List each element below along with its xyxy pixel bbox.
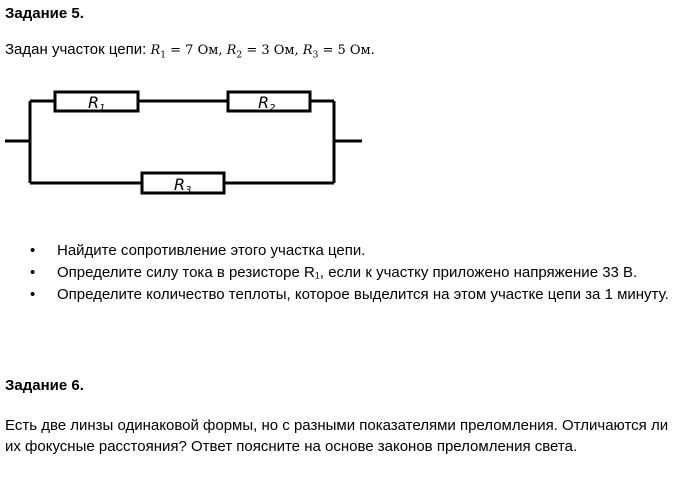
question-text: Определите силу тока в резисторе R₁, если к участку приложено напряжение 33 В.	[57, 264, 638, 281]
r3-value: = 5 Ом.	[322, 43, 375, 58]
r2-label: R2	[258, 93, 276, 114]
question-text: Определите количество теплоты, которое выделится на этом участке цепи за 1 минуту.	[57, 286, 669, 303]
r3-label: R3	[174, 175, 192, 196]
question-item	[30, 284, 680, 306]
task-5-questions	[30, 240, 680, 306]
given-formula: $R_1 = 7$ Ом, $R_2 = 3$ Ом, $R_3 = 5$ Ом.	[150, 43, 375, 61]
question-text: Найдите сопротивление этого участка цепи.	[57, 242, 366, 259]
circuit-diagram	[0, 80, 380, 205]
bullet-icon: •	[30, 286, 36, 303]
given-prefix: Задан участок цепи:	[5, 41, 151, 58]
task-6-text: Есть две линзы одинаковой формы, но с разными показателями преломления. Отличаются ли их фокусные расстояния? Ответ поясните на основе законов преломления света.	[5, 417, 669, 455]
task-5-heading: Задание 5.	[5, 5, 84, 22]
bullet-icon: •	[30, 242, 36, 259]
question-item	[30, 240, 680, 262]
question-item	[30, 262, 680, 284]
task-5-given	[5, 41, 375, 61]
r1-label: R1	[88, 93, 106, 114]
r2-value: = 3 Ом,	[246, 43, 299, 58]
bullet-icon: •	[30, 264, 36, 281]
task-6-heading: Задание 6.	[5, 377, 84, 394]
r1-value: = 7 Ом,	[170, 43, 223, 58]
